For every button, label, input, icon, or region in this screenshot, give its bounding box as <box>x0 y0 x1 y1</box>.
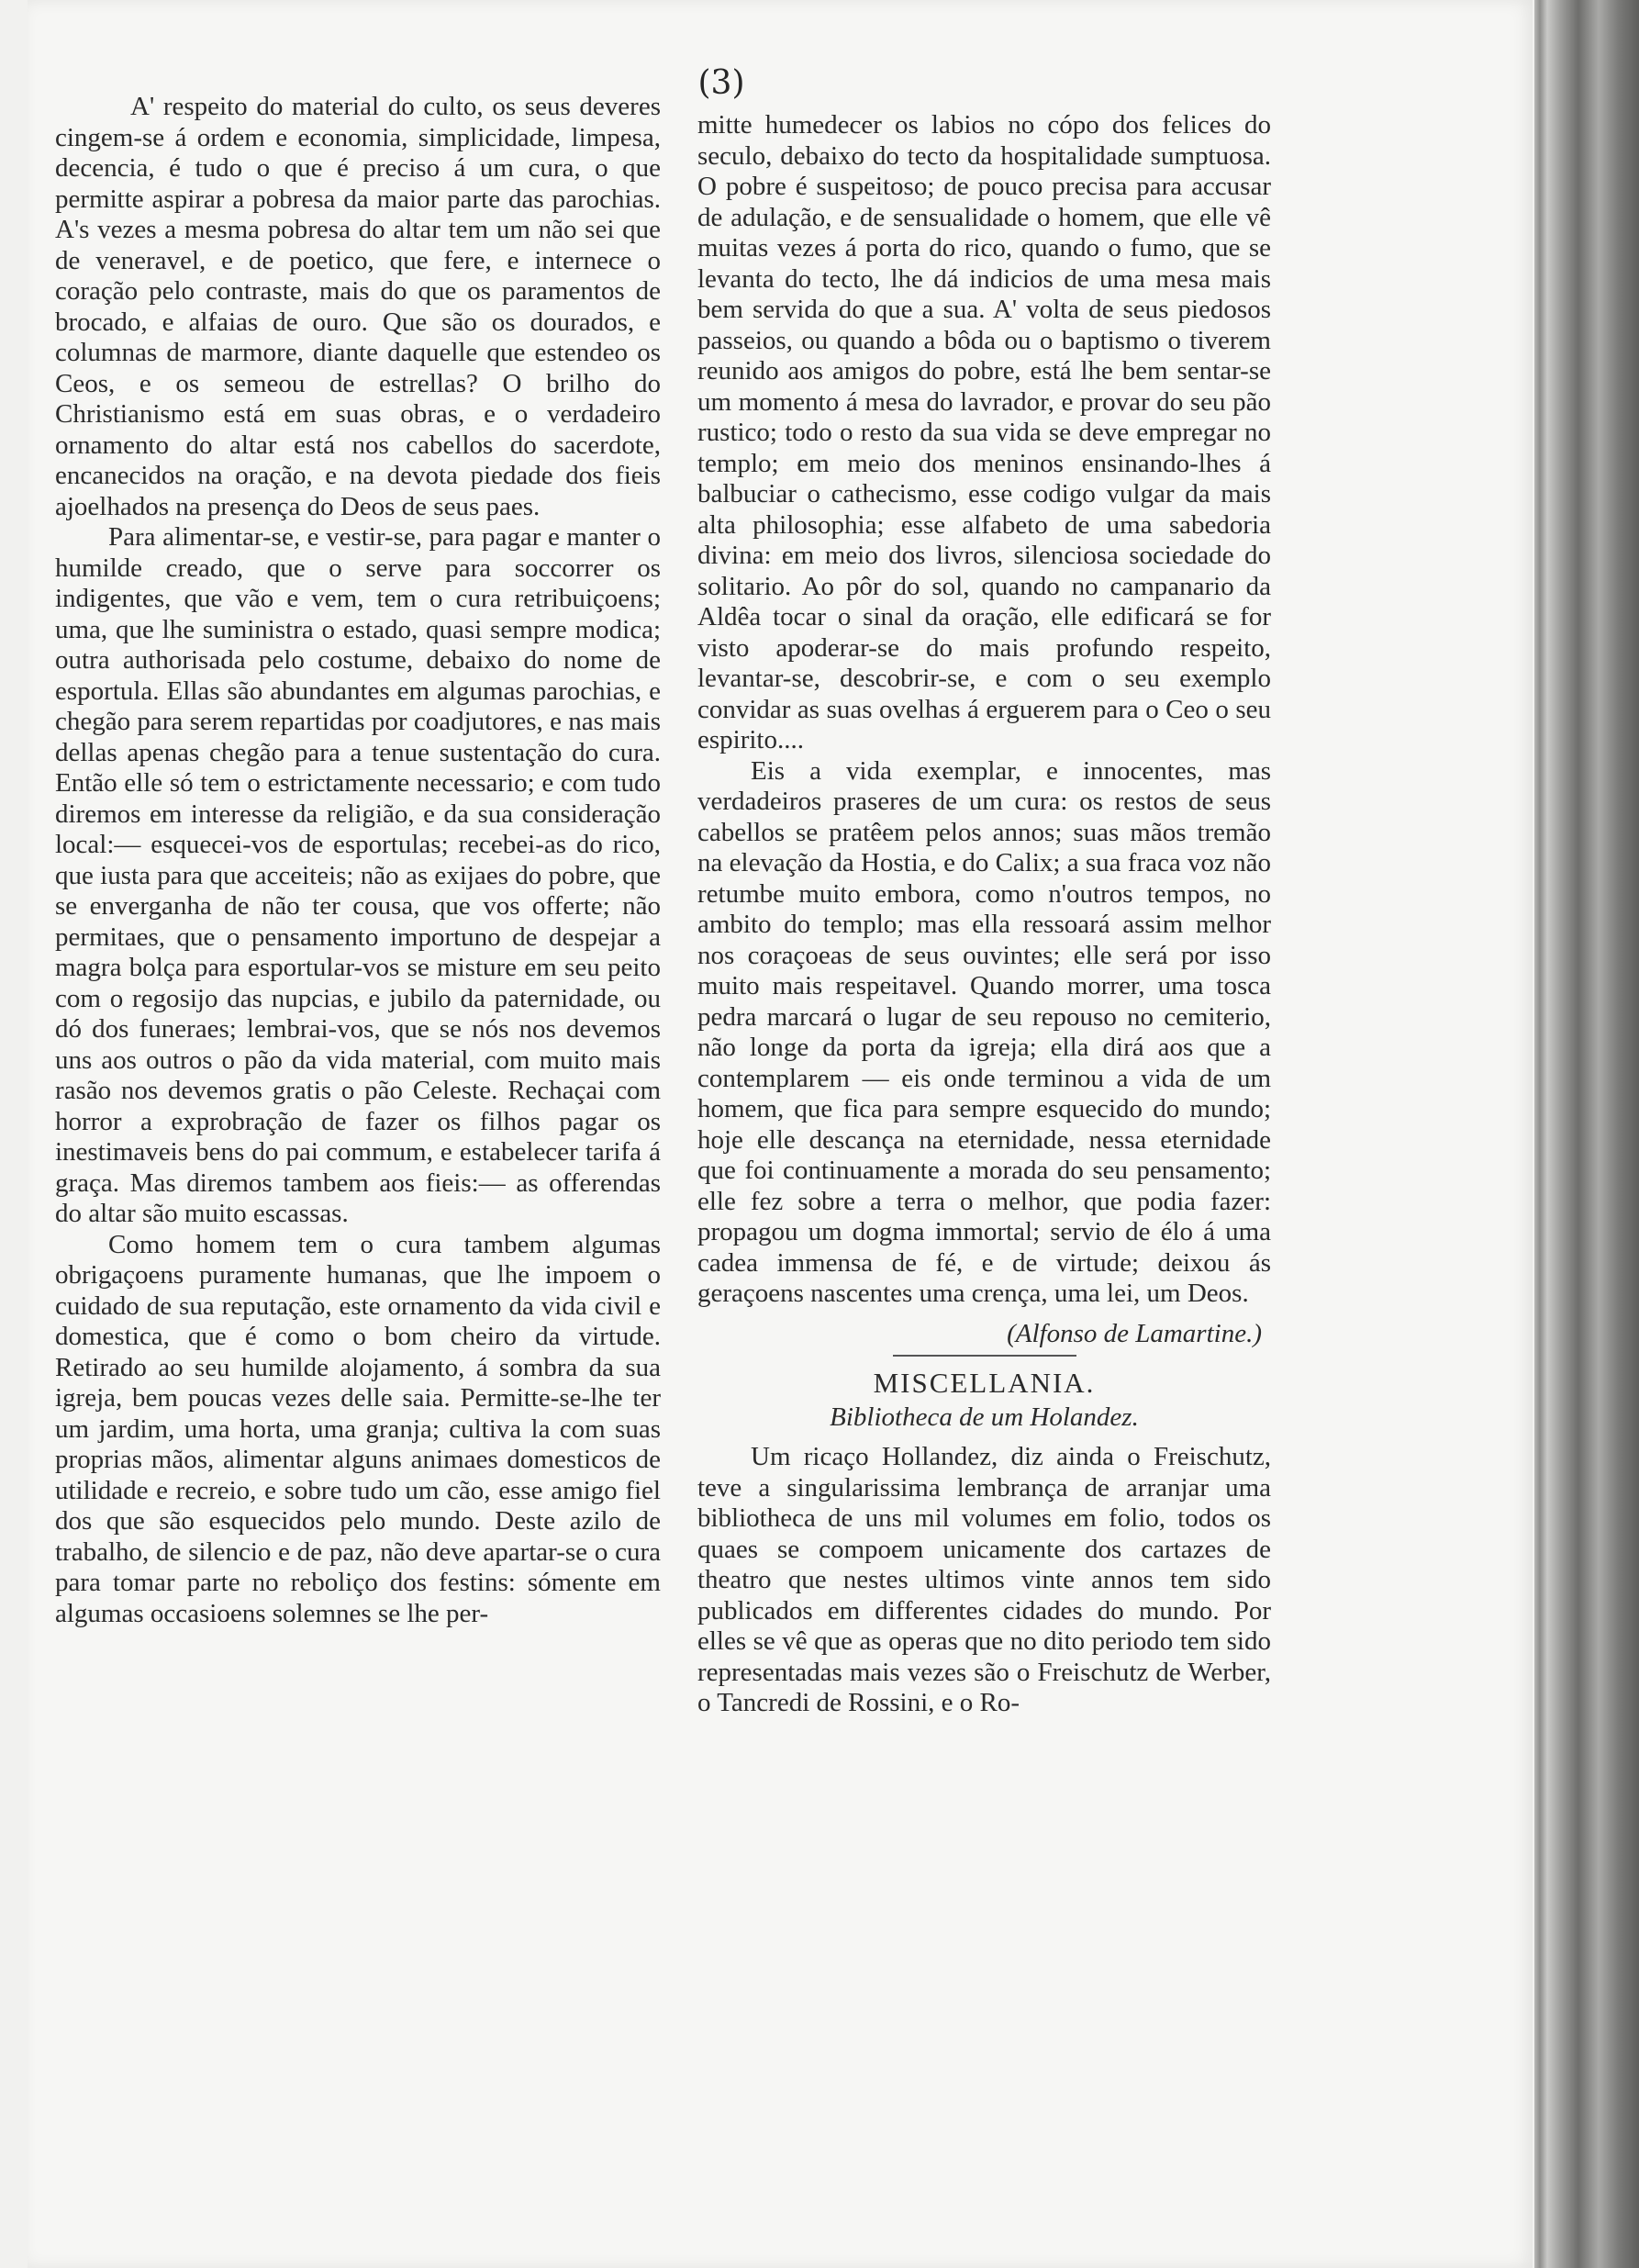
author-attribution: (Alfonso de Lamartine.) <box>1007 1318 1262 1348</box>
section-subtitle: Bibliotheca de um Holandez. <box>830 1402 1139 1432</box>
section-title: MISCELLANIA. <box>873 1367 1096 1399</box>
left-paragraph-3: Como homem tem o cura tambem algumas obrigaçoens puramente humanas, que lhe impoem o cuidado de sua reputação, este ornamento da vida civil e domestica, que é como o bom cheiro da virtude. Retirado ao seu humilde alojamento, á sombra da sua igreja, bem poucas vezes delle saia. Permitte-se-lhe ter um jardim, uma horta, uma granja; cultiva la com suas proprias mãos, alimentar alguns animaes domesticos de utilidade e recreio, e sobre tudo um cão, esse amigo fiel dos que são esquecidos pelo mundo. Deste azilo de trabalho, de silencio e de paz, não deve apartar-se o cura para tomar parte no reboliço dos festins: sómente em algumas occasioens solemnes se lhe per- <box>55 1229 661 1628</box>
section-divider <box>893 1355 1076 1357</box>
page-number: (3) <box>697 64 745 102</box>
right-paragraph-2: Eis a vida exemplar, e innocentes, mas verdadeiros praseres de um cura: os restos de seus cabellos se pratêem pelos annos; suas mãos tremão na elevação da Hostia, e do Calix; a sua fraca voz não retumbe muito embora, como n'outros tempos, no ambito do templo; mas ella ressoará assim melhor nos coraçoeas de seus ouvintes; elle será por isso muito mais respeitavel. Quando morrer, uma tosca pedra marcará o lugar de seu repouso no cemiterio, não longe da porta da igreja; ella dirá aos que a contemplarem — eis onde terminou a vida de um homem, que fica para sempre esquecido do mundo; hoje elle descança na eternidade, nessa eternidade que foi continuamente a morada do seu pensamento; elle fez sobre a terra o melhor, que podia fazer: propagou um dogma immortal; servio de élo á uma cadea immensa de fé, e de virtude; deixou ás geraçoens nascentes uma crença, uma lei, um Deos. <box>697 755 1271 1308</box>
section-paragraph: Um ricaço Hollandez, diz ainda o Freischutz, teve a singularissima lembrança de arranjar uma bibliotheca de uns mil volumes em folio, todos os quaes se compoem unicamente dos cartazes de theatro que nestes ultimos vinte annos tem sido publicados em differentes cidades do mundo. Por elles se vê que as operas que no dito periodo tem sido representadas mais vezes são o Freischutz de Werber, o Tancredi de Rossini, e o Ro- <box>697 1442 1271 1717</box>
right-column <box>697 110 1271 1719</box>
left-paragraph-1: A' respeito do material do culto, os seus deveres cingem-se á ordem e economia, simplicidade, limpesa, decencia, é tudo o que é preciso á um cura, o que permitte aspirar a pobresa da maior parte das parochias. A's vezes a mesma pobresa do altar tem um não sei que de veneravel, e de poetico, que fere, e internece o coração pelo contraste, mais do que os paramentos de brocado, e alfaias de ouro. Que são os dourados, e columnas de marmore, diante daquelle que estendeo os Ceos, e os semeou de estrellas? O brilho do Christianismo está em suas obras, e o verdadeiro ornamento do altar está nos cabellos do sacerdote, encanecidos na oração, e na devota piedade dos fieis ajoelhados na presença do Deos de seus paes. <box>55 92 661 521</box>
book-binding-edge <box>1534 0 1639 2268</box>
left-column <box>55 92 661 1629</box>
left-paragraph-2: Para alimentar-se, e vestir-se, para pagar e manter o humilde creado, que o serve para soccorrer os indigentes, que vão e vem, tem o cura retribuiçoens; uma, que lhe suministra o estado, quasi sempre modica; outra authorisada pelo costume, debaixo do nome de esportula. Ellas são abundantes em algumas parochias, e chegão para serem repartidas por coadjutores, e nas mais dellas apenas chegão para a tenue sustentação do cura. Então elle só tem o estrictamente necessario; e com tudo diremos em interesse da religião, e da sua consideração local:— esquecei-vos de esportulas; recebei-as do rico, que iusta para que acceiteis; não as exijaes do pobre, que se enverganha de não ter cousa, que vos offerte; não permitaes, que o pensamento importuno de despejar a magra bolça para esportular-vos se misture em seu peito com o regosijo das nupcias, e jubilo da paternidade, ou dó dos funeraes; lembrai-vos, que se nós nos devemos uns aos outros o pão da vida material, com muito mais rasão nos devemos gratis o pão Celeste. Rechaçai com horror a exprobração de fazer os filhos pagar os inestimaveis bens do pai commum, e estabelecer tarifa á graça. Mas diremos tambem aos fieis:— as offerendas do altar são muito escassas. <box>55 522 661 1228</box>
right-paragraph-1: mitte humedecer os labios no cópo dos felices do seculo, debaixo do tecto da hospitalidade sumptuosa. O pobre é suspeitoso; de pouco precisa para accusar de adulação, e de sensualidade o homem, que elle vê muitas vezes á porta do rico, quando o fumo, que se levanta do tecto, lhe dá indicios de uma mesa mais bem servida do que a sua. A' volta de seus piedosos passeios, ou quando a bôda ou o baptismo o tiverem reunido aos amigos do pobre, está lhe bem sentar-se um momento á mesa do lavrador, e provar do seu pão rustico; todo o resto da sua vida se deve empregar no templo; em meio dos meninos ensinando-lhes á balbuciar o cathecismo, esse codigo vulgar da mais alta philosophia; esse alfabeto de uma sabedoria divina: em meio dos livros, silenciosa sociedade do solitario. Ao pôr do sol, quando no campanario da Aldêa tocar o sinal da oração, elle edificará se for visto apoderar-se do mais profundo respeito, levantar-se, descobrir-se, e com o seu exemplo convidar as suas ovelhas á erguerem para o Ceo o seu espirito.... <box>697 110 1271 754</box>
